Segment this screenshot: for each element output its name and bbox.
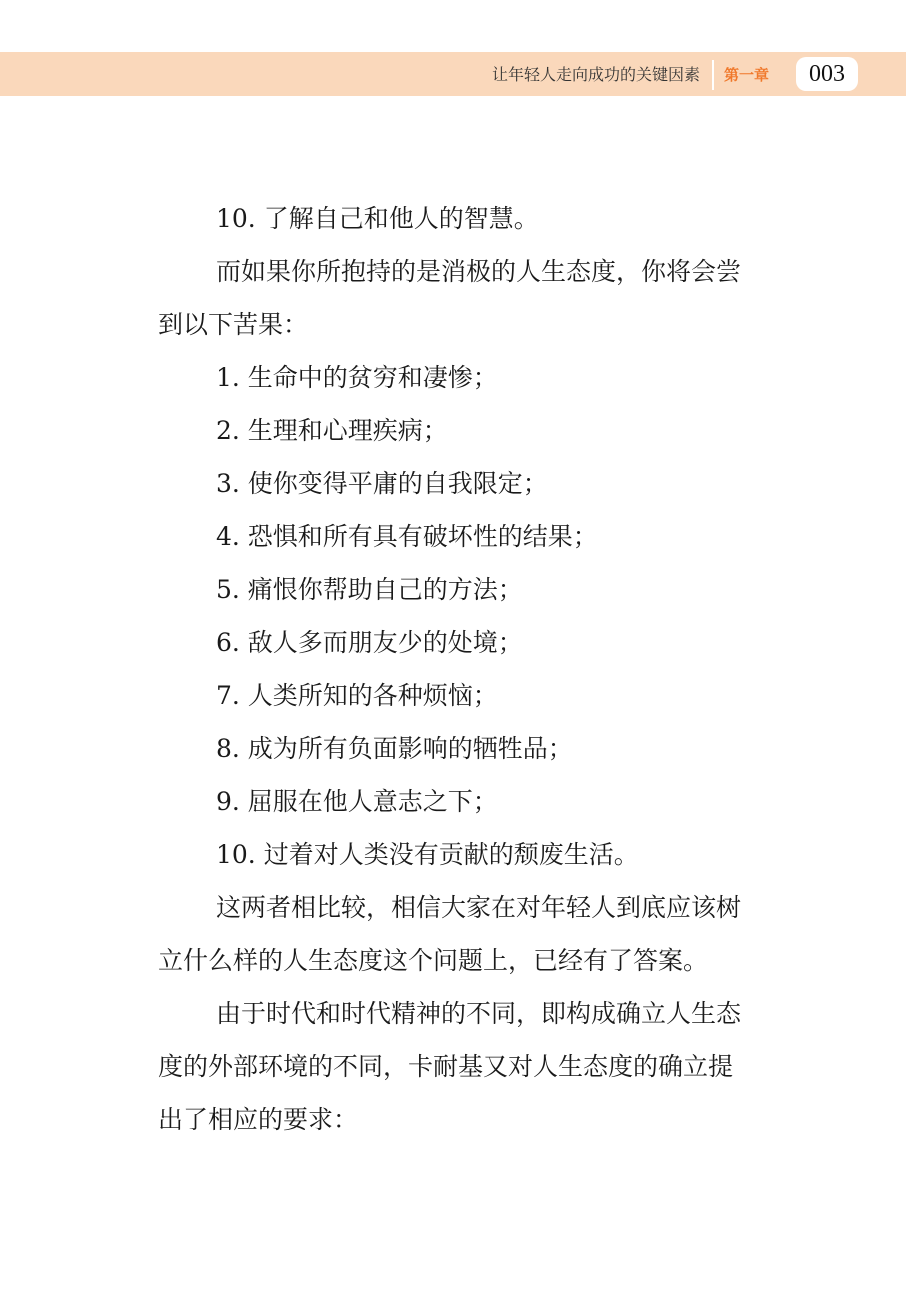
list-item: 9. 屈服在他人意志之下； <box>216 787 498 816</box>
header-band <box>0 52 906 96</box>
list-item: 7. 人类所知的各种烦恼； <box>216 681 498 710</box>
header-divider <box>712 60 714 90</box>
list-item: 6. 敌人多而朋友少的处境； <box>216 628 523 657</box>
paragraph-line: 出了相应的要求： <box>158 1105 359 1134</box>
running-header-title: 让年轻人走向成功的关键因素 <box>491 65 700 84</box>
paragraph-line: 到以下苦果： <box>158 310 309 339</box>
paragraph-line: 由于时代和时代精神的不同，即构成确立人生态 <box>216 999 742 1028</box>
list-item: 10. 了解自己和他人的智慧。 <box>216 204 539 233</box>
list-item: 10. 过着对人类没有贡献的颓废生活。 <box>216 840 639 869</box>
list-item: 8. 成为所有负面影响的牺牲品； <box>216 734 573 763</box>
chapter-label: 第一章 <box>724 66 770 84</box>
list-item: 2. 生理和心理疾病； <box>216 416 448 445</box>
list-item: 3. 使你变得平庸的自我限定； <box>216 469 548 498</box>
page-body <box>158 192 794 1146</box>
paragraph-line: 而如果你所抱持的是消极的人生态度，你将会尝 <box>216 257 742 286</box>
list-item: 4. 恐惧和所有具有破坏性的结果； <box>216 522 598 551</box>
list-item: 1. 生命中的贫穷和凄惨； <box>216 363 498 392</box>
paragraph-line: 度的外部环境的不同，卡耐基又对人生态度的确立提 <box>158 1052 734 1081</box>
paragraph-line: 立什么样的人生态度这个问题上，已经有了答案。 <box>158 946 709 975</box>
list-item: 5. 痛恨你帮助自己的方法； <box>216 575 523 604</box>
paragraph-line: 这两者相比较，相信大家在对年轻人到底应该树 <box>216 893 742 922</box>
page-number: 003 <box>796 57 858 91</box>
